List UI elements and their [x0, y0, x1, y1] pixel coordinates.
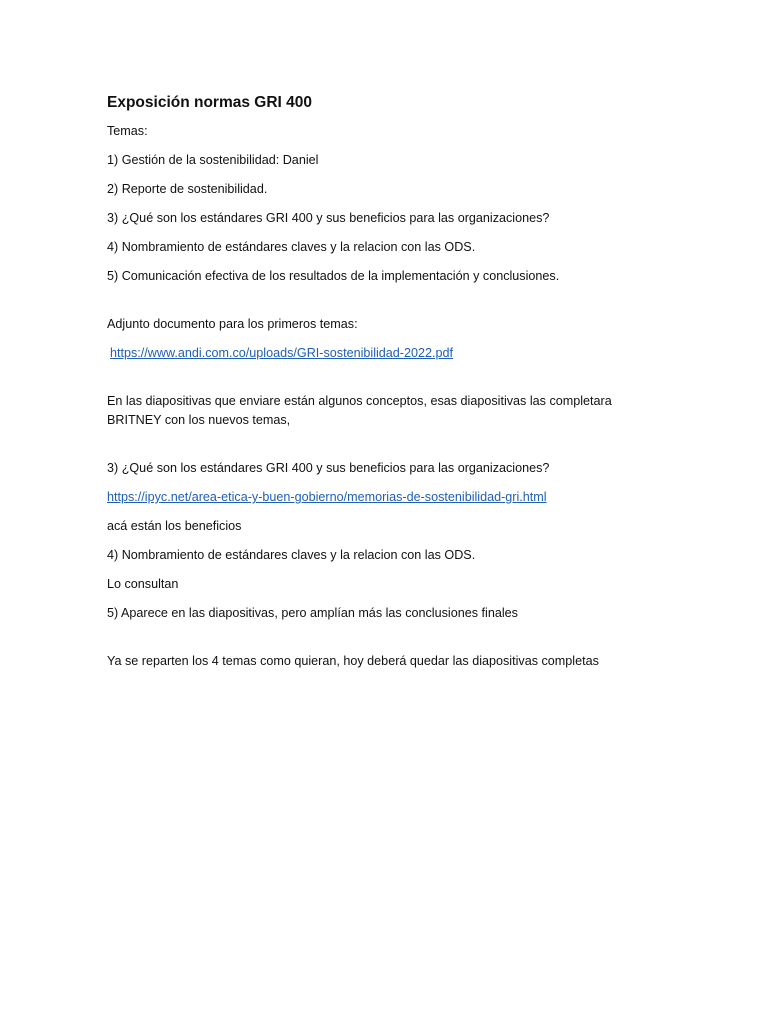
- document-body: [107, 93, 667, 681]
- benefits-note: acá están los beneficios: [107, 519, 242, 533]
- ipyc-link[interactable]: https://ipyc.net/area-etica-y-buen-gobierno/memorias-de-sostenibilidad-gri.html: [107, 490, 547, 504]
- topic-item-4: 4) Nombramiento de estándares claves y la relacion con las ODS.: [107, 240, 476, 254]
- attachment-note: Adjunto documento para los primeros temas:: [107, 317, 358, 331]
- andi-link-line: [107, 344, 667, 363]
- spacer: [107, 633, 667, 652]
- consult-note: Lo consultan: [107, 577, 179, 591]
- followup-topic-5: 5) Aparece en las diapositivas, pero amplían más las conclusiones finales: [107, 606, 518, 620]
- spacer: [107, 440, 667, 459]
- spacer: [107, 296, 667, 315]
- followup-topic-3: 3) ¿Qué son los estándares GRI 400 y sus beneficios para las organizaciones?: [107, 461, 550, 475]
- topic-item-2: 2) Reporte de sostenibilidad.: [107, 182, 268, 196]
- slides-note: En las diapositivas que enviare están algunos conceptos, esas diapositivas las completara BRITNEY con los nuevos temas,: [107, 394, 612, 427]
- closing-note: Ya se reparten los 4 temas como quieran, hoy deberá quedar las diapositivas completas: [107, 654, 599, 668]
- andi-link[interactable]: https://www.andi.com.co/uploads/GRI-sostenibilidad-2022.pdf: [110, 346, 454, 360]
- topic-item-5: 5) Comunicación efectiva de los resultados de la implementación y conclusiones.: [107, 269, 560, 283]
- document-title: Exposición normas GRI 400: [107, 94, 313, 111]
- temas-label: Temas:: [107, 124, 148, 138]
- followup-topic-4: 4) Nombramiento de estándares claves y la relacion con las ODS.: [107, 548, 476, 562]
- topic-item-3: 3) ¿Qué son los estándares GRI 400 y sus beneficios para las organizaciones?: [107, 211, 550, 225]
- topic-item-1: 1) Gestión de la sostenibilidad: Daniel: [107, 153, 319, 167]
- spacer: [107, 373, 667, 392]
- ipyc-link-line: [107, 488, 667, 507]
